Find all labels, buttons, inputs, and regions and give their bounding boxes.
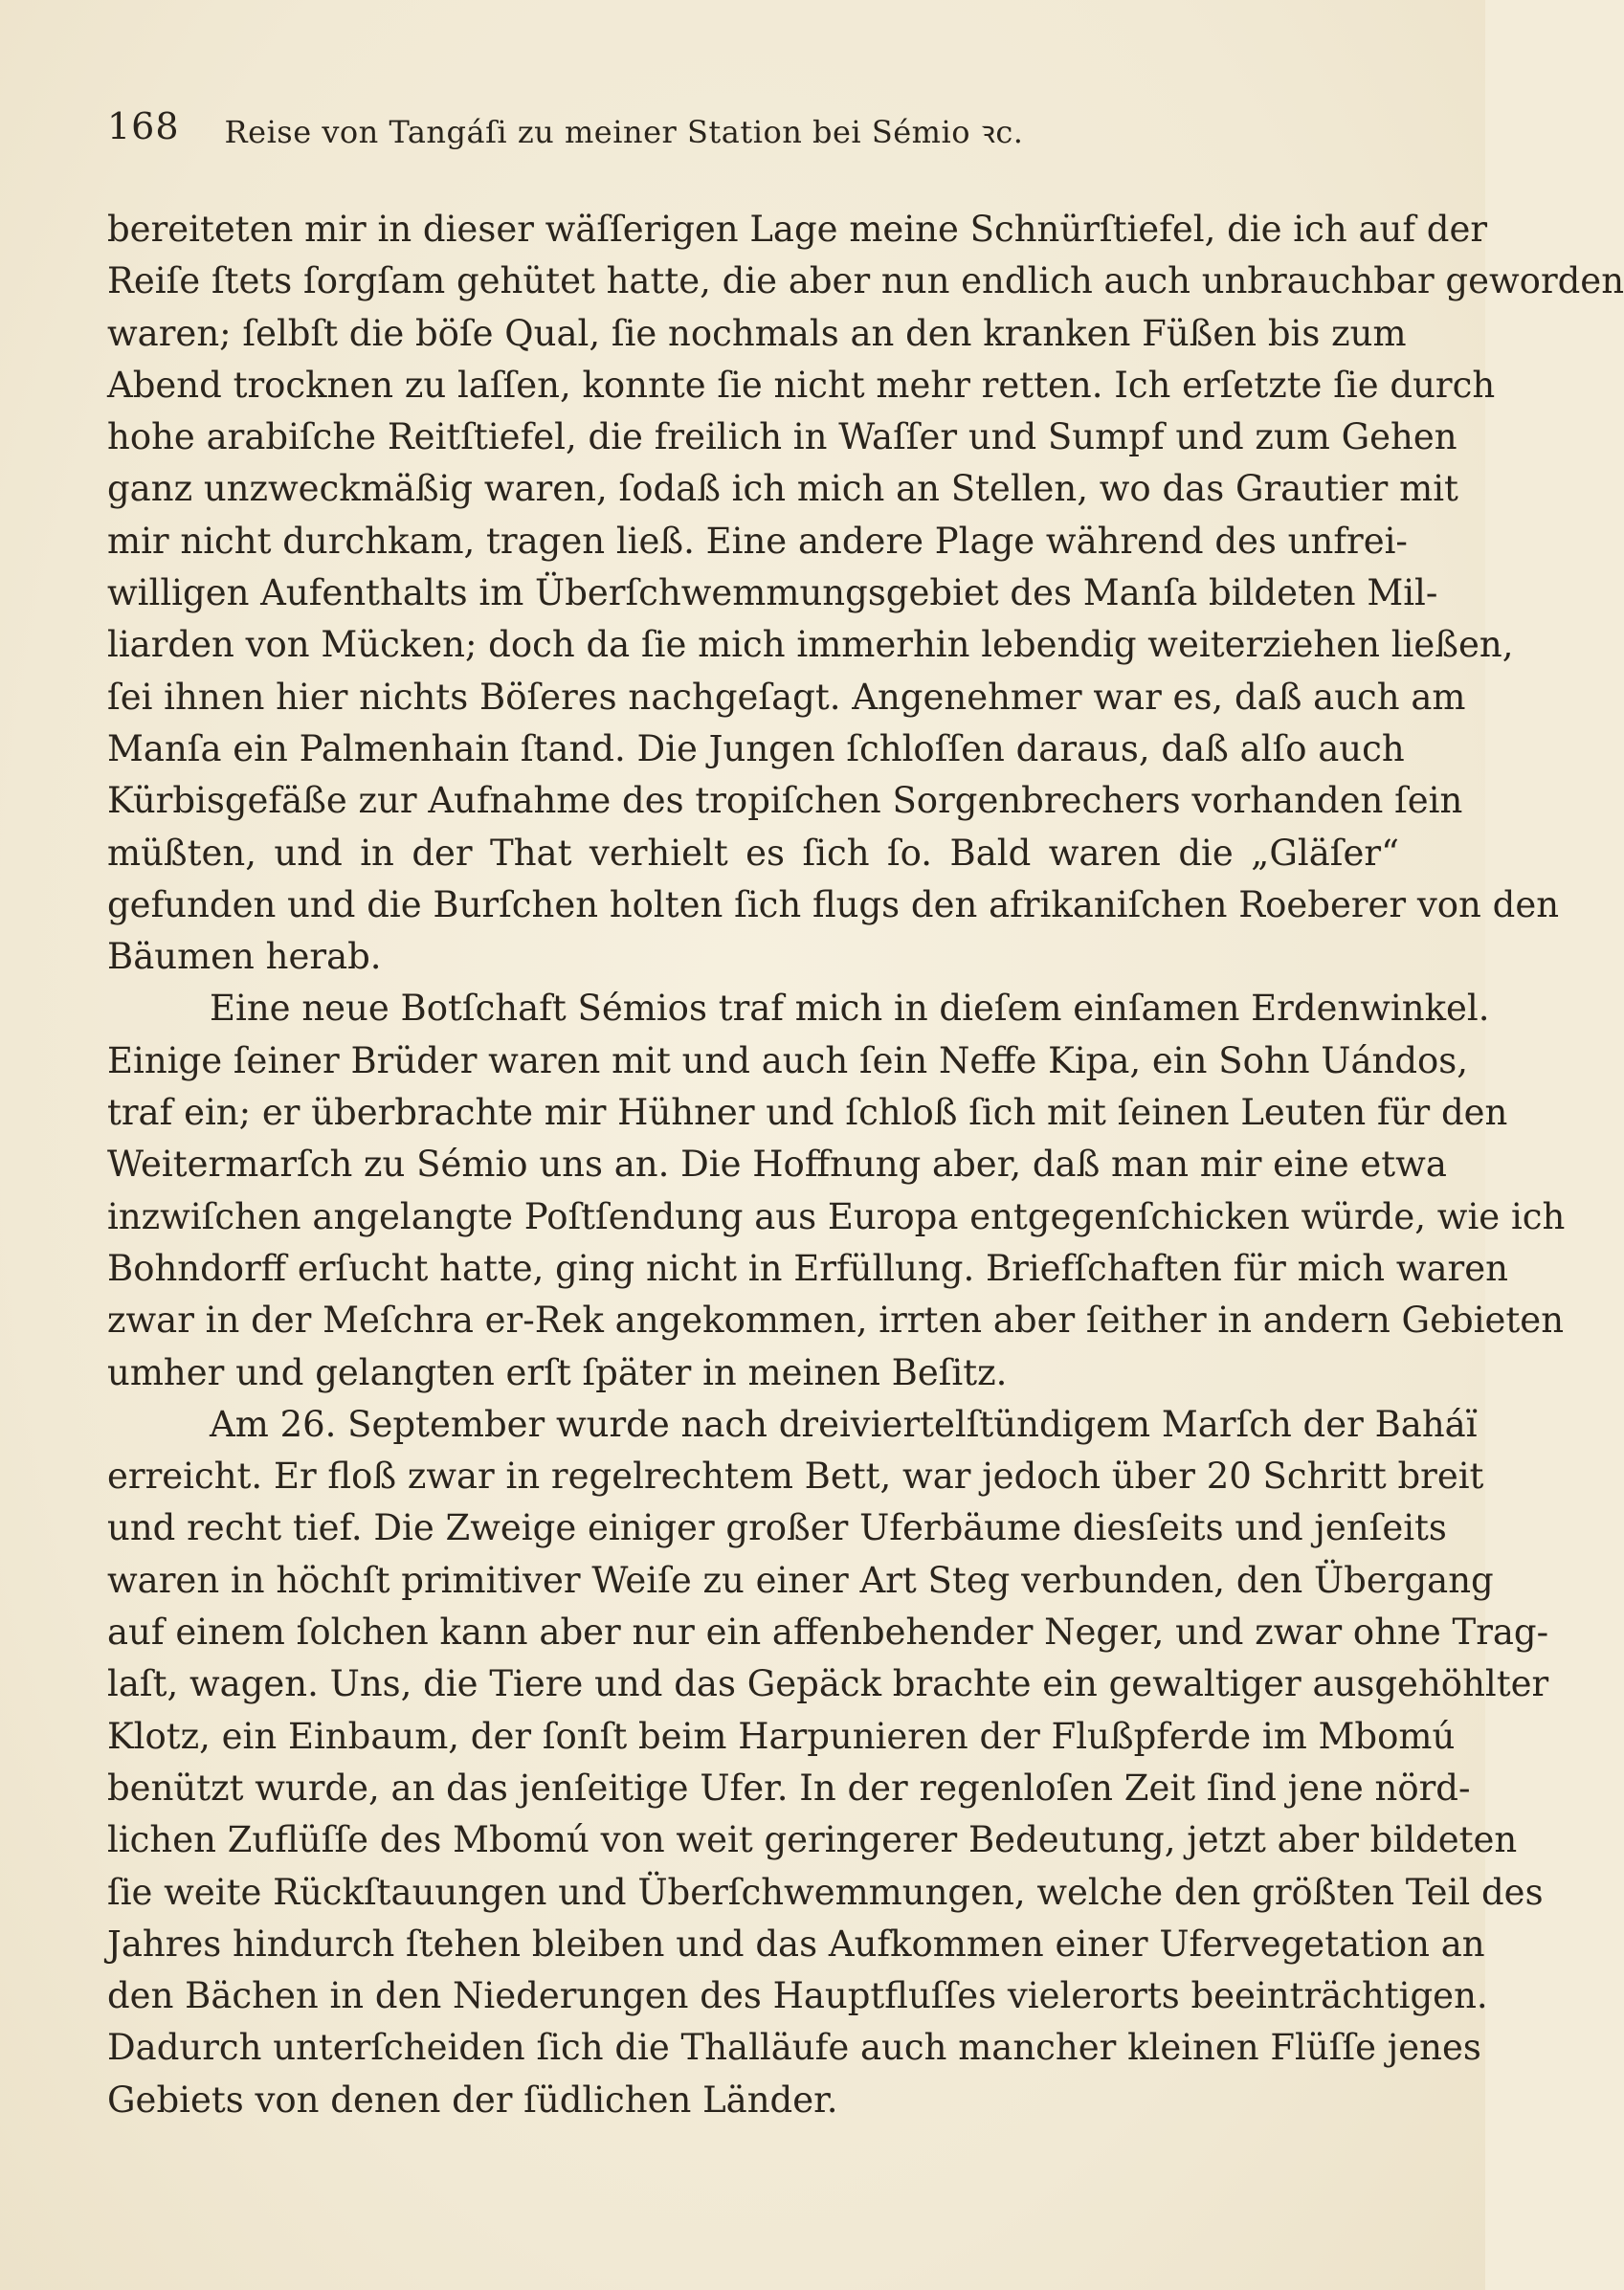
text-line: ganz unzweckmäßig waren, ſodaß ich mich an Stellen, wo das Grautier mit xyxy=(107,468,1458,510)
text-line: lichen Zuflüſſe des Mbomú von weit geringerer Bedeutung, jetzt aber bildeten xyxy=(107,1819,1518,1861)
text-line: Eine neue Botſchaft Sémios traf mich in dieſem einſamen Erdenwinkel. xyxy=(210,988,1490,1030)
text-line: benützt wurde, an das jenſeitige Ufer. In der regenloſen Zeit ſind jene nörd- xyxy=(107,1767,1471,1809)
page-number: 168 xyxy=(107,105,180,147)
text-line: inzwiſchen angelangte Poſtſendung aus Europa entgegenſchicken würde, wie ich xyxy=(107,1195,1566,1237)
text-line: traf ein; er überbrachte mir Hühner und ſchloß ſich mit ſeinen Leuten für den xyxy=(107,1092,1508,1134)
text-line: Jahres hindurch ſtehen bleiben und das Aufkommen einer Ufervegetation an xyxy=(107,1923,1485,1965)
text-line: waren in höchſt primitiver Weiſe zu einer Art Steg verbunden, den Übergang xyxy=(107,1559,1494,1601)
text-line: liarden von Mücken; doch da ſie mich immerhin lebendig weiterziehen ließen, xyxy=(107,624,1514,666)
text-line: Bäumen herab. xyxy=(107,936,382,978)
text-line: hohe arabiſche Reitſtiefel, die freilich in Waſſer und Sumpf und zum Gehen xyxy=(107,416,1457,458)
text-line: Gebiets von denen der ſüdlichen Länder. xyxy=(107,2079,838,2121)
text-line: müßten, und in der That verhielt es ſich ſo. Bald waren die „Gläſer“ xyxy=(107,832,1399,874)
text-line: Dadurch unterſcheiden ſich die Thalläufe auch mancher kleinen Flüſſe jenes xyxy=(107,2027,1481,2069)
text-line: Klotz, ein Einbaum, der ſonſt beim Harpunieren der Flußpferde im Mbomú xyxy=(107,1715,1456,1757)
text-line: gefunden und die Burſchen holten ſich flugs den afrikaniſchen Roeberer von den xyxy=(107,883,1560,925)
text-line: mir nicht durchkam, tragen ließ. Eine andere Plage während des unfrei- xyxy=(107,520,1408,562)
text-line: Reiſe ſtets ſorgſam gehütet hatte, die aber nun endlich auch unbrauchbar geworden xyxy=(107,260,1624,302)
running-head xyxy=(107,105,1141,163)
text-line: ſie weite Rückſtauungen und Überſchwemmungen, welche den größten Teil des xyxy=(107,1871,1544,1913)
text-line: erreicht. Er floß zwar in regelrechtem Bett, war jedoch über 20 Schritt breit xyxy=(107,1456,1484,1498)
body-text xyxy=(107,204,1624,2126)
text-line: willigen Aufenthalts im Überſchwemmungsgebiet des Manſa bildeten Mil- xyxy=(107,572,1438,614)
text-line: zwar in der Meſchra er-Rek angekommen, irrten aber ſeither in andern Gebieten xyxy=(107,1300,1565,1342)
text-line: Kürbisgefäße zur Aufnahme des tropiſchen Sorgenbrechers vorhanden ſein xyxy=(107,780,1463,822)
text-line: Manſa ein Palmenhain ſtand. Die Jungen ſchloſſen daraus, daß alſo auch xyxy=(107,727,1405,769)
text-line: bereiteten mir in dieser wäſſerigen Lage meine Schnürſtiefel, die ich auf der xyxy=(107,209,1488,250)
text-line: Bohndorff erſucht hatte, ging nicht in Erfüllung. Briefſchaften für mich waren xyxy=(107,1247,1508,1289)
text-line: auf einem ſolchen kann aber nur ein affenbehender Neger, und zwar ohne Trag- xyxy=(107,1612,1549,1654)
text-line: den Bächen in den Niederungen des Hauptfluſſes vielerorts beeinträchtigen. xyxy=(107,1975,1488,2017)
text-line: umher und gelangten erſt ſpäter in meinen Beſitz. xyxy=(107,1351,1008,1393)
text-line: Abend trocknen zu laſſen, konnte ſie nicht mehr retten. Ich erſetzte ſie durch xyxy=(107,364,1496,406)
text-line: und recht tief. Die Zweige einiger großer Uferbäume diesſeits und jenſeits xyxy=(107,1507,1447,1549)
text-line: Weitermarſch zu Sémio uns an. Die Hoffnung aber, daß man mir eine etwa xyxy=(107,1144,1447,1186)
text-line: Am 26. September wurde nach dreiviertelſtündigem Marſch der Baháï xyxy=(210,1403,1478,1445)
text-line: laſt, wagen. Uns, die Tiere und das Gepäck brachte ein gewaltiger ausgehöhlter xyxy=(107,1663,1549,1705)
running-title: Reise von Tangáſi zu meiner Station bei Sémio ꝛc. xyxy=(224,114,1024,150)
text-line: Einige ſeiner Brüder waren mit und auch ſein Neffe Kipa, ein Sohn Uándos, xyxy=(107,1039,1469,1081)
text-line: ſei ihnen hier nichts Böſeres nachgeſagt. Angenehmer war es, daß auch am xyxy=(107,676,1466,718)
text-line: waren; ſelbſt die böſe Qual, ſie nochmals an den kranken Füßen bis zum xyxy=(107,312,1407,354)
